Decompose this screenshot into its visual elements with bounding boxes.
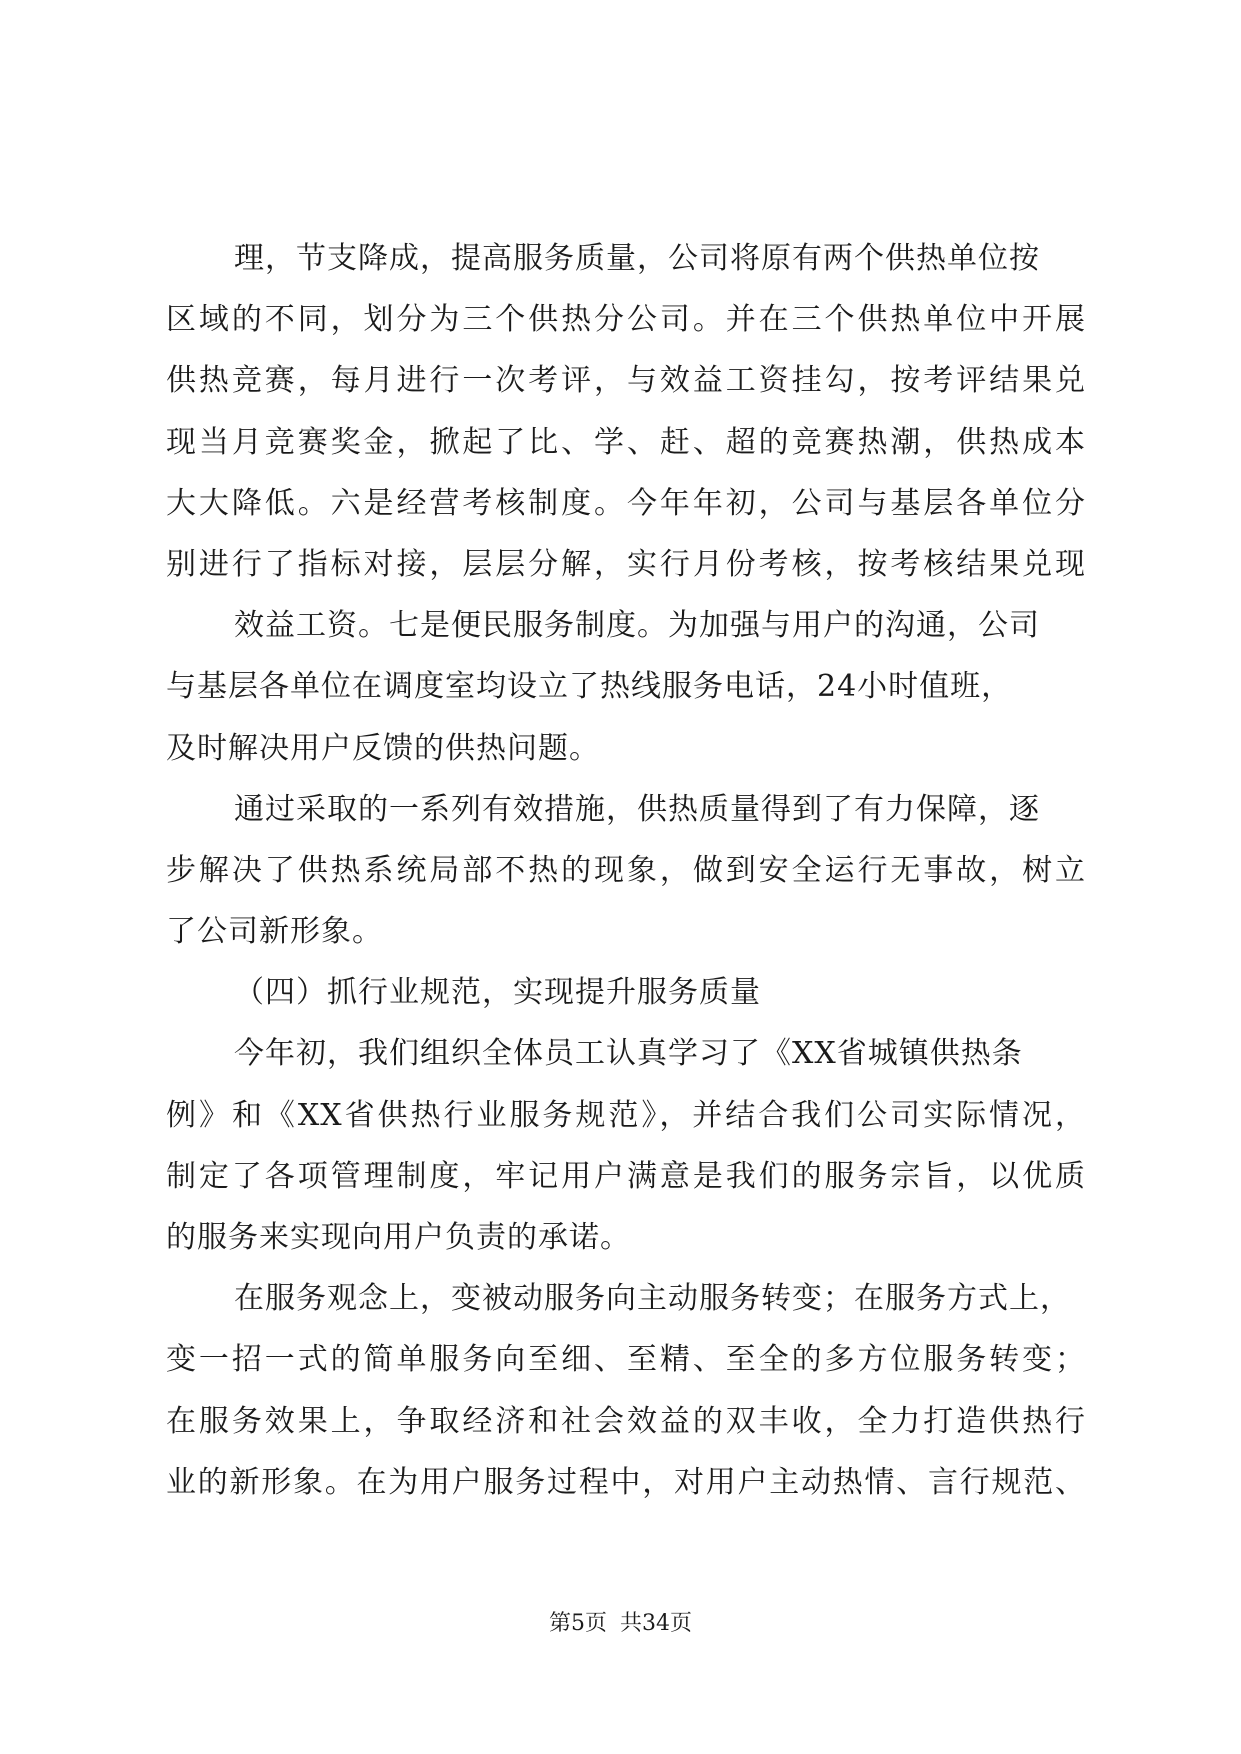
text-line: 了公司新形象。 <box>166 914 383 950</box>
text-line: 业的新形象。在为用户服务过程中，对用户主动热情、言行规范、 <box>166 1464 1086 1500</box>
text-line: 大大降低。六是经营考核制度。今年年初，公司与基层各单位分 <box>166 485 1086 521</box>
text-line: 例》和《XX省供热行业服务规范》，并结合我们公司实际情况， <box>166 1097 1086 1133</box>
text-line: 今年初，我们组织全体员工认真学习了《XX省城镇供热条 <box>234 1036 1023 1072</box>
total-pages: 共34页 <box>620 1611 692 1636</box>
text-line: 效益工资。七是便民服务制度。为加强与用户的沟通，公司 <box>234 608 1040 644</box>
text-line: 在服务效果上，争取经济和社会效益的双丰收，全力打造供热行 <box>166 1403 1086 1439</box>
section-heading: （四）抓行业规范，实现提升服务质量 <box>234 975 761 1011</box>
text-line: 供热竞赛，每月进行一次考评，与效益工资挂勾，按考评结果兑 <box>166 363 1086 399</box>
text-line: 制定了各项管理制度，牢记用户满意是我们的服务宗旨，以优质 <box>166 1158 1086 1194</box>
text-line: 及时解决用户反馈的供热问题。 <box>166 730 600 766</box>
text-line: 通过采取的一系列有效措施，供热质量得到了有力保障，逐 <box>234 791 1040 827</box>
page-number: 第5页 <box>549 1611 607 1636</box>
text-line: 区域的不同，划分为三个供热分公司。并在三个供热单位中开展 <box>166 302 1086 338</box>
text-line: 变一招一式的简单服务向至细、至精、至全的多方位服务转变； <box>166 1342 1086 1378</box>
text-line: 理，节支降成，提高服务质量，公司将原有两个供热单位按 <box>234 241 1040 276</box>
page-footer <box>0 1606 1241 1637</box>
text-line: 步解决了供热系统局部不热的现象，做到安全运行无事故，树立 <box>166 852 1086 888</box>
document-body <box>166 228 1086 1513</box>
text-line: 别进行了指标对接，层层分解，实行月份考核，按考核结果兑现 <box>166 546 1086 582</box>
text-line: 在服务观念上，变被动服务向主动服务转变；在服务方式上， <box>234 1281 1071 1317</box>
text-line: 与基层各单位在调度室均设立了热线服务电话，24小时值班， <box>166 669 1013 705</box>
text-line: 现当月竞赛奖金，掀起了比、学、赶、超的竞赛热潮，供热成本 <box>166 424 1086 460</box>
text-line: 的服务来实现向用户负责的承诺。 <box>166 1220 631 1255</box>
